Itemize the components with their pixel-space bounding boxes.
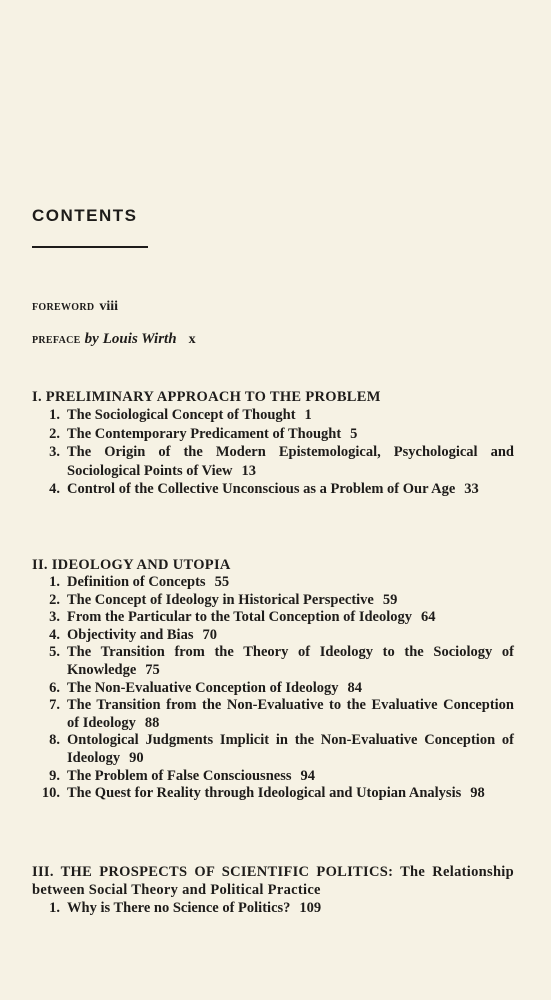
part-heading: I. PRELIMINARY APPROACH TO THE PROBLEM — [32, 389, 381, 405]
part-2 — [32, 556, 514, 803]
toc-entry — [32, 697, 514, 732]
toc-entry — [32, 732, 514, 767]
toc-entry — [32, 768, 514, 786]
entry-title: The Origin of the Modern Epistemological, Psychological and Sociological Points of View — [67, 444, 514, 479]
entry-number: 4. — [49, 481, 60, 498]
entry-page: 75 — [145, 661, 160, 678]
toc-entry — [32, 406, 514, 425]
entry-number: 8. — [49, 732, 60, 749]
entry-title: The Contemporary Predicament of Thought — [67, 425, 342, 442]
entry-page: 84 — [347, 679, 362, 696]
preface-page: x — [188, 332, 196, 347]
toc-entry — [32, 680, 514, 698]
part-heading: II. IDEOLOGY AND UTOPIA — [32, 557, 231, 573]
entry-number: 1. — [49, 900, 60, 916]
entry-title: The Transition from the Theory of Ideology to the Sociology of Knowledge — [67, 644, 514, 678]
foreword-label: FOREWORD — [32, 302, 95, 313]
entry-page: 13 — [241, 462, 257, 479]
toc-entry — [32, 609, 514, 627]
contents-heading: CONTENTS — [32, 206, 138, 225]
preface-label: PREFACE — [32, 335, 81, 346]
entry-number: 3. — [49, 444, 60, 461]
entry-page: 55 — [214, 574, 230, 590]
toc-entry — [32, 425, 514, 444]
toc-entry — [32, 443, 514, 480]
entry-number: 3. — [49, 609, 60, 626]
entry-page: 90 — [129, 749, 144, 766]
entry-number: 9. — [49, 767, 60, 784]
preface-by: by — [84, 331, 99, 347]
heading-rule — [32, 246, 148, 248]
entry-title: From the Particular to the Total Conception of Ideology — [67, 609, 413, 626]
entry-title: The Concept of Ideology in Historical Perspective — [67, 591, 374, 608]
part-3 — [32, 863, 514, 917]
toc-entry — [32, 644, 514, 679]
entry-number: 10. — [41, 785, 60, 802]
part-1 — [32, 388, 514, 499]
toc-entry — [32, 592, 514, 610]
entry-title: The Sociological Concept of Thought — [67, 407, 296, 423]
entry-page: 59 — [382, 591, 398, 608]
entry-title: Definition of Concepts — [67, 574, 206, 590]
entry-page: 109 — [299, 900, 322, 916]
entry-page: 98 — [470, 785, 485, 802]
toc-entry — [32, 627, 514, 645]
entry-page: 33 — [464, 481, 479, 498]
entry-page: 70 — [202, 626, 217, 643]
entry-page: 64 — [421, 609, 436, 626]
preface-author: Louis Wirth — [102, 331, 177, 347]
entry-page: 94 — [300, 767, 315, 784]
entry-number: 4. — [49, 626, 60, 643]
entry-page: 1 — [304, 407, 312, 423]
entry-number: 1. — [49, 574, 60, 590]
entry-number: 2. — [49, 591, 60, 608]
entry-page: 88 — [144, 714, 160, 731]
foreword-page: viii — [99, 299, 119, 314]
part-heading: III. THE PROSPECTS OF SCIENTIFIC POLITICS: The Relationship between Social Theory and Political Practice — [32, 864, 514, 898]
entry-number: 6. — [49, 679, 60, 696]
entry-title: The Problem of False Consciousness — [67, 767, 292, 784]
entry-title: Why is There no Science of Politics? — [67, 900, 291, 916]
entry-title: The Transition from the Non-Evaluative to the Evaluative Conception of Ideology — [67, 697, 514, 731]
entry-title: Control of the Collective Unconscious as a Problem of Our Age — [67, 481, 456, 498]
entry-number: 1. — [49, 407, 60, 423]
entry-number: 7. — [49, 697, 60, 714]
toc-entry — [32, 899, 514, 917]
toc-entry — [32, 785, 514, 803]
entry-page: 5 — [350, 425, 358, 442]
entry-title: Objectivity and Bias — [67, 626, 194, 643]
toc-entry — [32, 574, 514, 592]
toc-entry — [32, 480, 514, 499]
entry-title: The Quest for Reality through Ideological and Utopian Analysis — [67, 785, 462, 802]
entry-number: 2. — [49, 425, 60, 442]
foreword-entry — [32, 299, 118, 315]
preface-entry — [32, 331, 196, 348]
entry-number: 5. — [49, 644, 60, 661]
entry-title: Ontological Judgments Implicit in the Non-Evaluative Conception of Ideology — [67, 732, 514, 766]
entry-title: The Non-Evaluative Conception of Ideology — [67, 679, 339, 696]
